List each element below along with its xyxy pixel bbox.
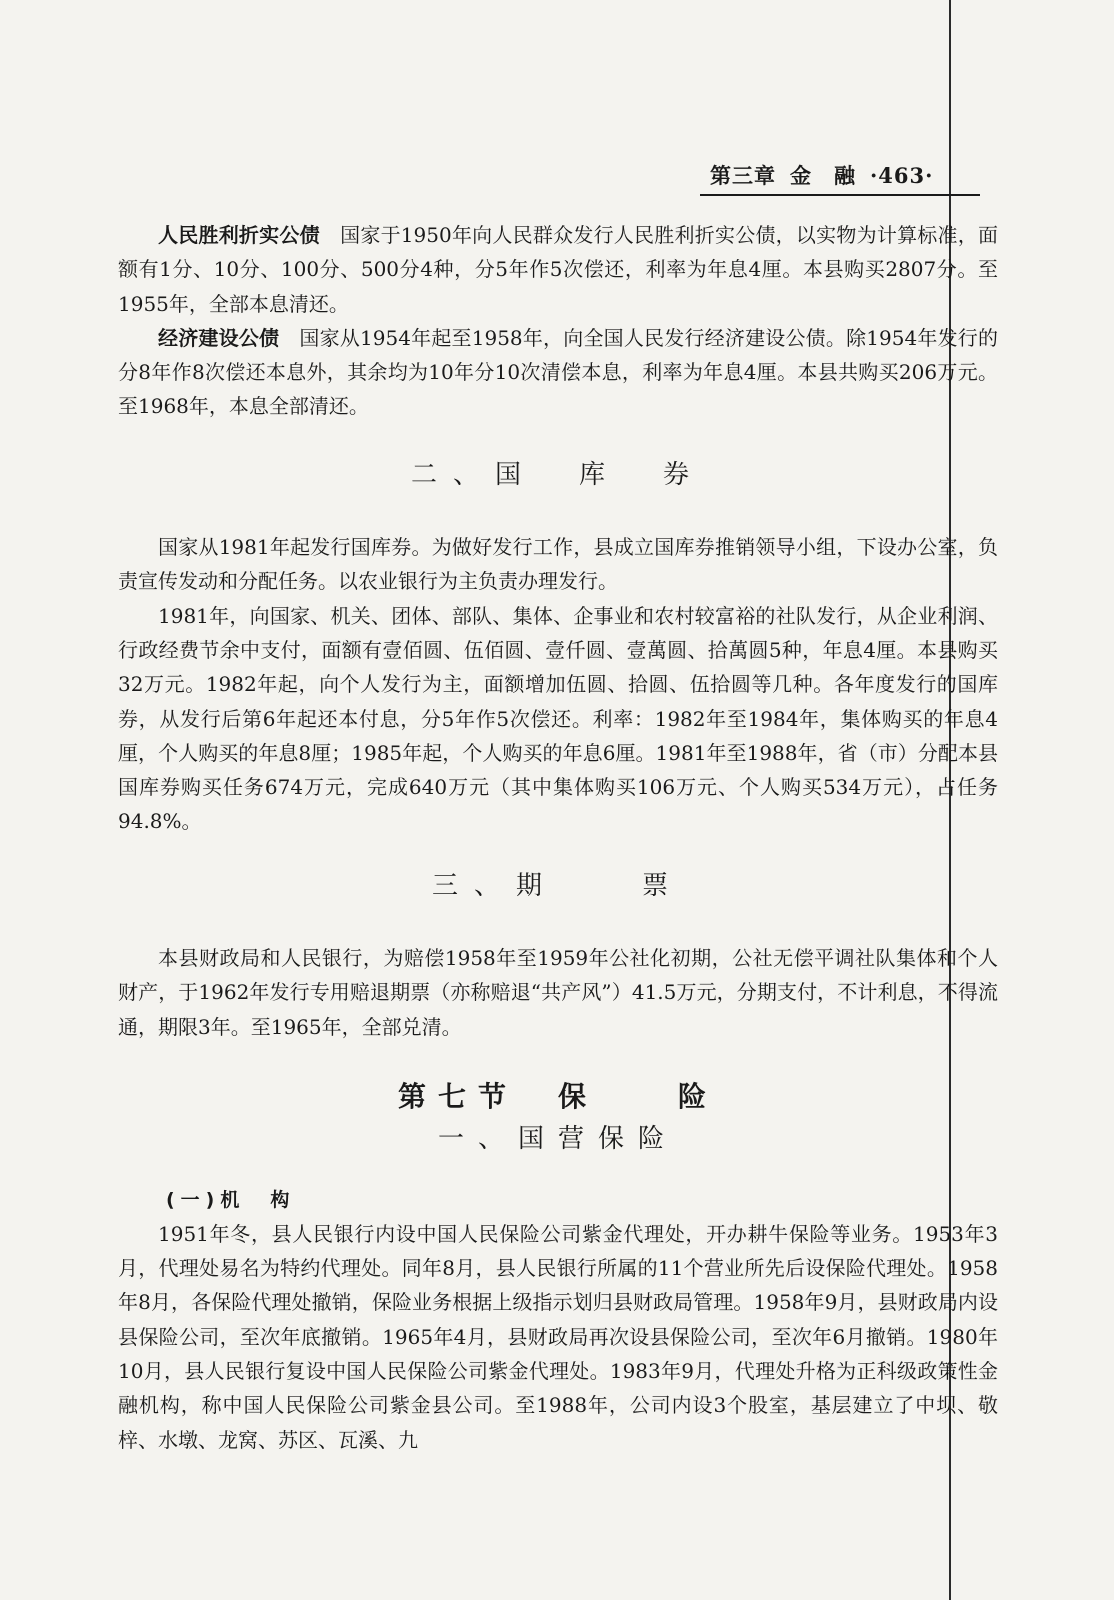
section-title-treasury-bills: 二、国 库 券 [410, 459, 705, 490]
paragraph-construction-bond [118, 321, 998, 424]
paragraph-lead: 经济建设公债 [158, 325, 280, 350]
page-number: ·463· [870, 163, 934, 188]
section-title-insurance: 第七节 保 险 [397, 1079, 718, 1113]
section-title-promissory-notes: 三、期 票 [431, 870, 684, 901]
header-chapter: 第三章 [710, 163, 776, 188]
header-rule [700, 194, 980, 196]
paragraph-promissory: 本县财政局和人民银行，为赔偿1958年至1959年公社化初期，公社无偿平调社队集体和个人财产，于1962年发行专用赔退期票（亦称赔退“共产风”）41.5万元，分期支付，不计利息，不得流通，期限3年。至1965年，全部兑清。 [118, 946, 998, 1039]
paragraph-treasury-2: 1981年，向国家、机关、团体、部队、集体、企事业和农村较富裕的社队发行，从企业利润、行政经费节余中支付，面额有壹佰圆、伍佰圆、壹仟圆、壹萬圆、拾萬圆5种，年息4厘。本县购买32万元。1982年起，向个人发行为主，面额增加伍圆、拾圆、伍拾圆等几种。各年度发行的国库券，从发行后第6年起还本付息，分5年作5次偿还。利率：1982年至1984年，集体购买的年息4厘，个人购买的年息8厘；1985年起，个人购买的年息6厘。1981年至1988年，省（市）分配本县国库券购买任务674万元，完成640万元（其中集体购买106万元、个人购买534万元），占任务94.8%。 [118, 603, 998, 834]
paragraph-text: 国家于1950年向人民群众发行人民胜利折实公债，以实物为计算标准，面额有1分、10分、100分、500分4种，分5年作5次偿还，利率为年息4厘。本县购买2807分。至1955年，全部本息清还。 [118, 223, 999, 316]
page-body [118, 218, 998, 1457]
paragraph-organization: 1951年冬，县人民银行内设中国人民保险公司紫金代理处，开办耕牛保险等业务。1953年3月，代理处易名为特约代理处。同年8月，县人民银行所属的11个营业所先后设保险代理处。1958年8月，各保险代理处撤销，保险业务根据上级指示划归县财政局管理。1958年9月，县财政局内设县保险公司，至次年底撤销。1965年4月，县财政局再次设县保险公司，至次年6月撤销。1980年10月，县人民银行复设中国人民保险公司紫金代理处。1983年9月，代理处升格为正科级政策性金融机构，称中国人民保险公司紫金县公司。至1988年，公司内设3个股室，基层建立了中坝、敬梓、水墩、龙窝、苏区、瓦溪、九 [118, 1221, 998, 1452]
paragraph-text: 国家从1954年起至1958年，向全国人民发行经济建设公债。除1954年发行的分8年作8次偿还本息外，其余均为10年分10次清偿本息，利率为年息4厘。本县共购买206万元。至1968年，本息全部清还。 [118, 325, 998, 419]
subsection-title-state-insurance: 一、国营保险 [437, 1124, 678, 1155]
paragraph-victory-bond [118, 218, 998, 321]
header-topic: 金 融 [790, 163, 856, 188]
paragraph-treasury-1: 国家从1981年起发行国库券。为做好发行工作，县成立国库券推销领导小组，下设办公室，负责宣传发动和分配任务。以农业银行为主负责办理发行。 [118, 535, 998, 594]
paragraph-lead: 人民胜利折实公债 [158, 223, 320, 247]
running-header [710, 160, 980, 190]
subhead-organization: (一)机 构 [166, 1188, 296, 1211]
